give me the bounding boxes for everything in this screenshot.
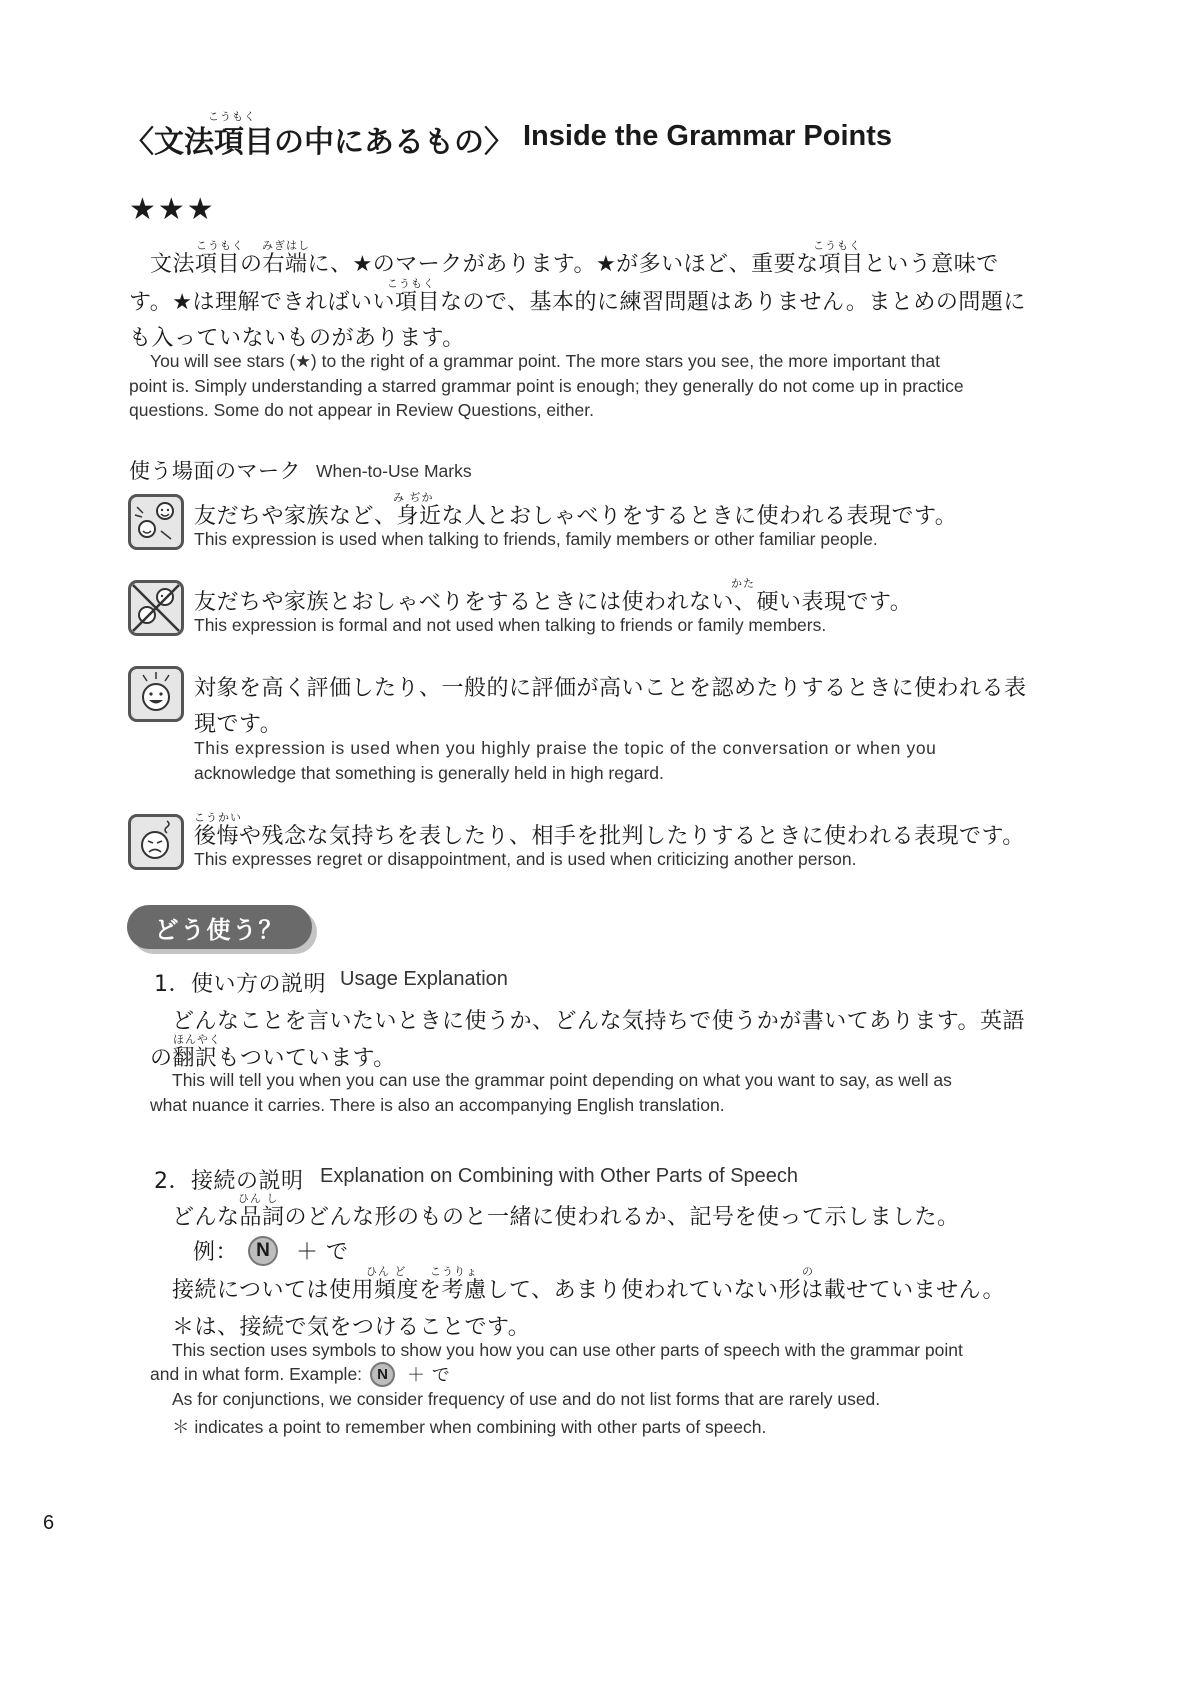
mark1-en: This expression is used when talking to friends, family members or other familiar people. [194,529,878,549]
marks-heading-en: When-to-Use Marks [316,461,472,481]
s1-ruby: ほんやく [173,1033,221,1046]
s1-en-1: This will tell you when you can use the grammar point depending on what you want to say, as well as [172,1070,952,1090]
mark2-ruby: かた [731,577,755,590]
noun-badge: N [248,1236,278,1266]
s2-en-2-plus-de: ＋ で [407,1365,451,1386]
page-title-en: Inside the Grammar Points [523,120,893,152]
example-label: 例： [193,1240,239,1265]
stars-desc-en-2: point is. Simply understanding a starred grammar point is enough; they generally do not come up in practice [129,376,964,396]
marks-heading-jp: 使う場面のマーク [129,459,301,483]
mark3-en-2: acknowledge that something is generally held in high regard. [194,763,664,783]
page-title-jp: 〈文法項目の中にあるもの〉 [124,125,514,160]
formal-talk-icon [128,580,184,636]
praise-icon [128,666,184,722]
mark1-ruby: み ぢか [393,491,434,504]
stars-desc-jp-3: も入っていないものがあります。 [129,326,465,351]
s2-example [193,1235,349,1266]
regret-icon [128,814,184,870]
s2-heading-jp: 2．接続の説明 [154,1169,304,1194]
s2-en-3: As for conjunctions, we consider frequency of use and do not list forms that are rarely used. [172,1389,881,1409]
s1-en-2: what nuance it carries. There is also an accompanying English translation. [150,1095,725,1115]
example-plus-de: ＋ で [296,1240,349,1265]
noun-badge-small: N [370,1362,395,1387]
stars-desc-en-3: questions. Some do not appear in Review Questions, either. [129,400,594,420]
s1-jp-1: どんなことを言いたいときに使うか、どんな気持ちで使うかが書いてあります。英語 [172,1009,1026,1034]
s2-jp-1: どんな品詞のどんな形のものと一緒に使われるか、記号を使って示しました。 [172,1205,960,1230]
s1-heading-jp: 1．使い方の説明 [154,972,326,997]
mark4-jp: 後悔や残念な気持ちを表したり、相手を批判したりするときに使われる表現です。 [194,824,1025,849]
page-number: 6 [43,1512,55,1534]
stars-mark: ★★★ [129,192,216,227]
s2-jp-3: ＊は、接続で気をつけることです。 [172,1315,531,1340]
s2-en-2: and in what form. Example: [150,1363,363,1384]
casual-talk-icon [128,494,184,550]
mark3-jp-2: 現です。 [194,712,283,737]
s2-en-4: ＊ indicates a point to remember when combining with other parts of speech. [172,1417,767,1437]
s2-jp-2: 接続については使用頻度を考慮して、あまり使われていない形は載せていません。 [172,1278,1005,1303]
s1-jp-2: の翻訳もついています。 [150,1046,396,1071]
s2-en-1: This section uses symbols to show you how you can use other parts of speech with the grammar point [172,1340,963,1360]
s2-heading-en: Explanation on Combining with Other Parts of Speech [320,1165,799,1187]
mark3-jp-1: 対象を高く評価したり、一般的に評価が高いことを認めたりするときに使われる表 [194,676,1027,701]
usage-pill-heading: どう使う？ [127,905,312,949]
mark4-ruby: こうかい [194,811,242,824]
ruby-kōmoku-3: こうもく [387,277,435,290]
mark3-en-1: This expression is used when you highly praise the topic of the conversation or when you [194,738,937,758]
s2-ruby-hindo: ひん ど [366,1265,407,1278]
s2-en-2-row [150,1361,450,1387]
title-ruby: こうもく [208,110,256,123]
ruby-kōmoku-2: こうもく [813,239,861,252]
s1-heading-en: Usage Explanation [340,968,508,990]
ruby-migihashi: みぎはし [262,239,310,252]
s2-ruby-kōryo: こうりょ [430,1265,478,1278]
stars-desc-en-1: You will see stars (★) to the right of a grammar point. The more stars you see, the more important that [150,351,940,371]
stars-desc-jp-1: 文法項目の右端に、★のマークがあります。★が多いほど、重要な項目という意味で [150,252,999,277]
mark4-en: This expresses regret or disappointment, and is used when criticizing another person. [194,849,857,869]
s2-ruby-no: の [802,1265,814,1278]
mark2-jp: 友だちや家族とおしゃべりをするときには使われない、硬い表現です。 [194,590,913,615]
stars-desc-jp-2: す。★は理解できればいい項目なので、基本的に練習問題はありません。まとめの問題に [129,290,1026,315]
s2-ruby-hinshi: ひん し [238,1192,279,1205]
mark1-jp: 友だちや家族など、身近な人とおしゃべりをするときに使われる表現です。 [194,504,958,529]
mark2-en: This expression is formal and not used when talking to friends or family members. [194,615,827,635]
ruby-kōmoku-1: こうもく [196,239,244,252]
